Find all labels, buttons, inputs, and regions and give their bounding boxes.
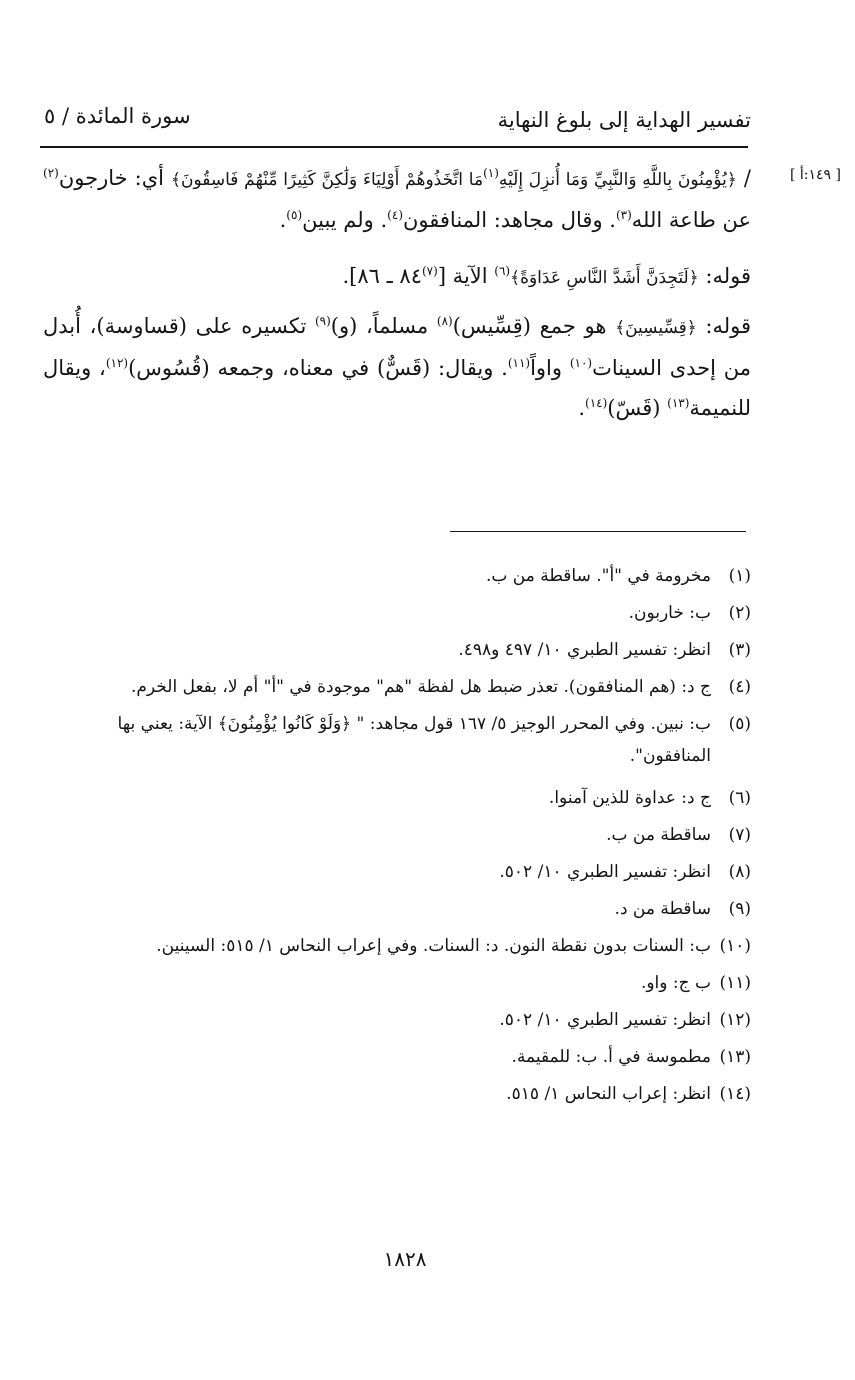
text-segment: .: [279, 208, 287, 232]
footnote: [43, 819, 751, 856]
running-header-title: تفسير الهداية إلى بلوغ النهاية: [497, 108, 751, 132]
text-segment: قوله:: [698, 264, 751, 288]
paragraph-2: [43, 256, 751, 298]
footnote: [43, 1004, 751, 1041]
footnote-separator: [450, 531, 746, 532]
text-segment: عن طاعة الله: [631, 208, 751, 232]
text-segment: ، ويقال للنميمة: [43, 356, 751, 420]
footnote-ref: (١٤): [585, 396, 608, 410]
quran-verse: مَا اتَّخَذُوهُمْ أَوْلِيَاءَ وَلَٰكِنَّ كَثِيرًا مِّنْهُمْ فَاسِقُونَ﴾: [171, 170, 484, 190]
footnote: [43, 782, 751, 819]
text-segment: ٨٤ ـ ٨٦].: [342, 264, 422, 288]
footnote-text: انظر: تفسير الطبري ١٠/ ٥٠٢.: [499, 1010, 711, 1030]
footnote-number: (١٣): [719, 1047, 751, 1067]
running-header-sura: سورة المائدة / ٥: [44, 104, 191, 128]
footnote-number: (٤): [728, 677, 751, 697]
page-number: ١٨٢٨: [383, 1247, 427, 1271]
text-segment: . وقال مجاهد: المنافقون: [403, 208, 616, 232]
text-segment: (قَسّ): [607, 396, 668, 420]
footnote-ref: (١٢): [105, 356, 129, 370]
footnote: [43, 597, 751, 634]
footnote-ref: (١): [483, 166, 499, 180]
footnote-ref: (٨): [436, 314, 453, 328]
quran-verse: ﴿قِسِّيسِينَ﴾: [615, 318, 697, 338]
footnote-ref: (١٠): [569, 356, 593, 370]
footnote-number: (١٤): [719, 1084, 751, 1104]
footnote: [43, 560, 751, 597]
footnote-number: (٩): [728, 899, 751, 919]
footnote-number: (٦): [728, 788, 751, 808]
footnote-text: ب ج: واو.: [640, 973, 711, 993]
quran-verse: ﴿يُؤْمِنُونَ بِاللَّهِ وَالنَّبِيِّ وَمَا أُنزِلَ إِلَيْهِ: [498, 170, 737, 190]
footnote-number: (١): [728, 566, 751, 586]
paragraph-1: [43, 158, 751, 240]
text-segment: واواً: [530, 356, 570, 380]
footnote-number: (٢): [728, 603, 751, 623]
footnote-ref: (٧): [421, 264, 438, 278]
text-segment: تكسيره على (قساوسة)، أُبدل من إحدى السينات: [43, 314, 751, 380]
footnote-text: ساقطة من ب.: [606, 825, 711, 845]
footnote-ref: (١٣): [667, 396, 690, 410]
footnote: [43, 671, 751, 708]
footnote-number: (٥): [728, 714, 751, 734]
footnote-text: ب: نبين. وفي المحرر الوجيز ٥/ ١٦٧ قول مجاهد: " ﴿وَلَوْ كَانُوا يُؤْمِنُونَ﴾ الآية: يعني بها المنافقون".: [117, 714, 711, 766]
line-marker: /: [743, 166, 751, 190]
footnote: [43, 634, 751, 671]
footnote-text: مطموسة في أ. ب: للمقيمة.: [511, 1047, 711, 1067]
footnote-number: (٧): [728, 825, 751, 845]
footnote-ref: (١١): [507, 356, 531, 370]
footnote-ref: (٦): [494, 264, 511, 278]
paragraph-3: [43, 306, 751, 428]
footnote-ref: (٢): [43, 166, 59, 180]
footnote-number: (١٠): [719, 936, 751, 956]
footnote-ref: (٩): [314, 314, 331, 328]
footnote: [43, 1078, 751, 1115]
text-segment: . ولم يبين: [302, 208, 388, 232]
manuscript-folio-reference: [ ١٤٩:أ ]: [789, 167, 841, 183]
main-text: [43, 158, 751, 428]
footnote-ref: (٣): [615, 208, 632, 222]
text-segment: أي: خارجون: [58, 166, 172, 190]
text-segment: قوله:: [696, 314, 751, 338]
footnote-text: ج د: عداوة للذين آمنوا.: [548, 788, 711, 808]
footnote: [43, 967, 751, 1004]
footnote-text: ب: خاربون.: [628, 603, 711, 623]
footnote-number: (١١): [719, 973, 751, 993]
footnote-text: انظر: إعراب النحاس ١/ ٥١٥.: [506, 1084, 711, 1104]
footnote-number: (١٢): [719, 1010, 751, 1030]
text-segment: . ويقال: (قَسٌّ) في معناه، وجمعه (قُسُوس): [128, 356, 508, 380]
footnote-text: ج د: (هم المنافقون). تعذر ضبط هل لفظة "هم" موجودة في "أ" أم لا، بفعل الخرم.: [130, 677, 711, 697]
footnote: [43, 1041, 751, 1078]
text-segment: مسلماً، (و): [330, 314, 437, 338]
footnote-number: (٣): [728, 640, 751, 660]
footnote: [43, 708, 751, 782]
footnote-text: مخرومة في "أ". ساقطة من ب.: [485, 566, 711, 586]
footnote-text: ب: السنات بدون نقطة النون. د: السنات. وفي إعراب النحاس ١/ ٥١٥: السينين.: [156, 936, 711, 956]
footnote-ref: (٥): [286, 208, 303, 222]
footnote-text: انظر: تفسير الطبري ١٠/ ٥٠٢.: [499, 862, 711, 882]
text-segment: .: [578, 396, 586, 420]
footnote: [43, 893, 751, 930]
text-segment: هو جمع (قِسِّيس): [452, 314, 616, 338]
footnote: [43, 856, 751, 893]
footnote-text: انظر: تفسير الطبري ١٠/ ٤٩٧ و٤٩٨.: [458, 640, 711, 660]
header-rule: [40, 146, 748, 148]
footnote-ref: (٤): [387, 208, 403, 222]
footnote-text: ساقطة من د.: [614, 899, 711, 919]
footnote-number: (٨): [728, 862, 751, 882]
quran-verse: ﴿لَتَجِدَنَّ أَشَدَّ النَّاسِ عَدَاوَةً﴾: [510, 268, 699, 288]
footnote: [43, 930, 751, 967]
text-segment: الآية [: [437, 264, 495, 288]
footnotes: [43, 560, 751, 1115]
